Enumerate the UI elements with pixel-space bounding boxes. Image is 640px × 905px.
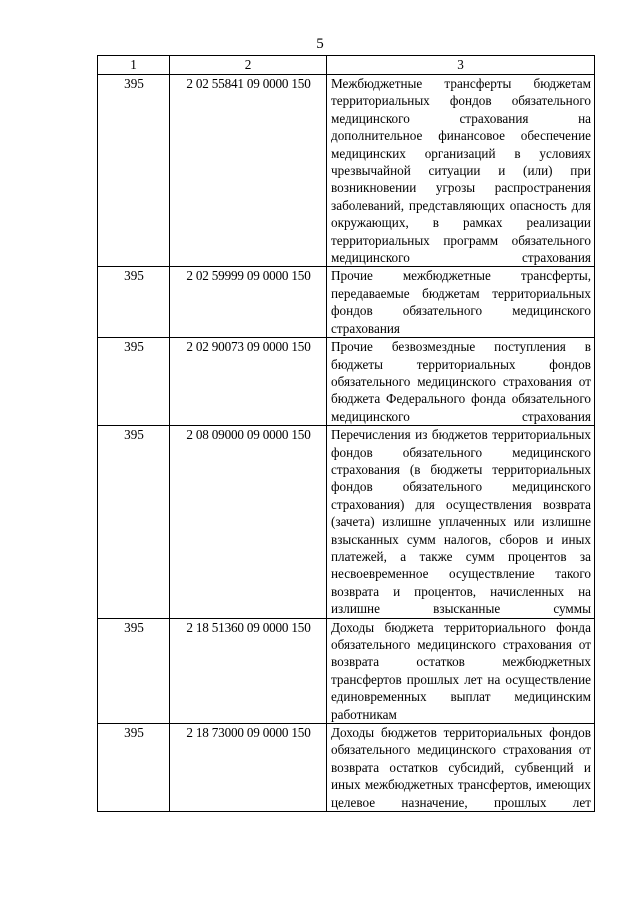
table-row [98,267,595,338]
admin-code-cell: 395 [98,75,170,267]
page-number: 5 [316,36,324,52]
budget-code-cell: 2 02 55841 09 0000 150 [170,75,327,267]
description-cell: Перечисления из бюджетов территориальных фондов обязательного медицинского страхования (в бюджеты территориальных фондов обязательного медицинского страхования) для осуществления возврата (зачета) излишне уплаченных или излишне взысканных сумм налогов, сборов и иных платежей, а также сумм процентов за несвоевременное осуществление такого возврата и процентов, начисленных на излишне взысканные суммы [327,426,595,618]
budget-code-cell: 2 02 59999 09 0000 150 [170,267,327,338]
description-cell: Прочие безвозмездные поступления в бюджеты территориальных фондов обязательного медицинского страхования от бюджета Федерального фонда обязательного медицинского страхования [327,338,595,426]
admin-code-cell: 395 [98,338,170,426]
budget-code-cell: 2 18 73000 09 0000 150 [170,724,327,812]
budget-code-cell: 2 02 90073 09 0000 150 [170,338,327,426]
column-header-2: 2 [170,56,327,75]
description-cell: Доходы бюджета территориального фонда обязательного медицинского страхования от возврата остатков межбюджетных трансфертов прошлых лет на осуществление единовременных выплат медицинским работникам [327,618,595,723]
description-cell: Доходы бюджетов территориальных фондов обязательного медицинского страхования от возврата остатков субсидий, субвенций и иных межбюджетных трансфертов, имеющих целевое назначение, прошлых лет [327,724,595,812]
budget-code-cell: 2 08 09000 09 0000 150 [170,426,327,618]
column-header-1: 1 [98,56,170,75]
table-row [98,75,595,267]
admin-code-cell: 395 [98,267,170,338]
admin-code-cell: 395 [98,724,170,812]
column-header-3: 3 [327,56,595,75]
description-cell: Прочие межбюджетные трансферты, передаваемые бюджетам территориальных фондов обязательного медицинского страхования [327,267,595,338]
table-row [98,618,595,723]
description-cell: Межбюджетные трансферты бюджетам территориальных фондов обязательного медицинского страхования на дополнительное финансовое обеспечение медицинских организаций в условиях чрезвычайной ситуации и (или) при возникновении угрозы распространения заболеваний, представляющих опасность для окружающих, в рамках реализации территориальных программ обязательного медицинского страхования [327,75,595,267]
table-row [98,724,595,812]
budget-codes-table [97,55,595,812]
table-header-row [98,56,595,75]
table-row [98,338,595,426]
table-row [98,426,595,618]
budget-code-cell: 2 18 51360 09 0000 150 [170,618,327,723]
admin-code-cell: 395 [98,426,170,618]
admin-code-cell: 395 [98,618,170,723]
